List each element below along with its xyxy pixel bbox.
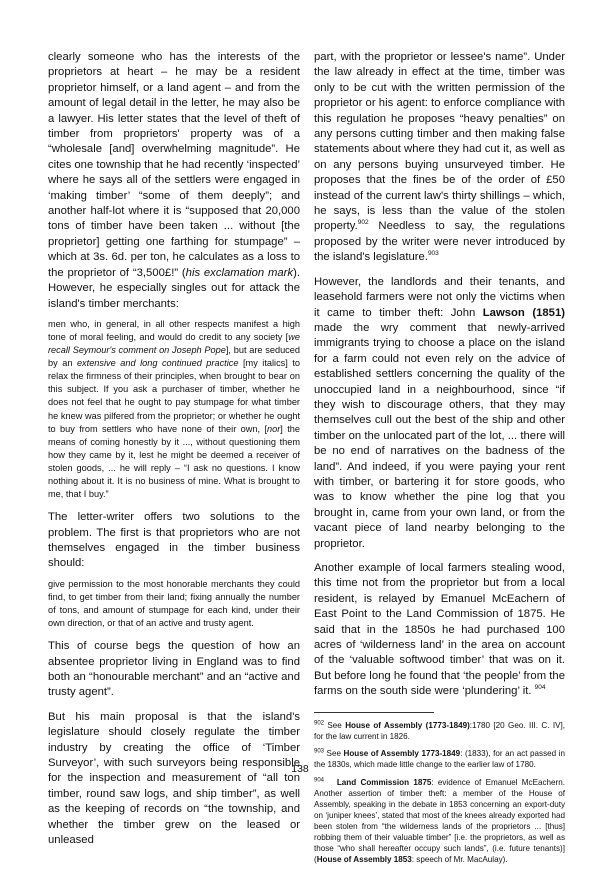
paragraph: part, with the proprietor or lessee's name”. Under the law already in effect at the time, timber was only to be cut with the written permission of the proprietor or his agent: to enforce compliance with this regulation he proposes “heavy penalties” on any persons cutting timber and then making false statements about where they had cut it, as well as on any persons buying unsurveyed timber. He proposes that the fines be of the order of £50 instead of the current law's thirty shillings – which, he says, is less than the value of the stolen property.$^{902}$ Needless to say, the regulations proposed by the writer were never introduced by the island's legislature.$^{903}$ xyxy=(314,51,565,264)
paragraph: However, the landlords and their tenants, and leasehold farmers were not only the victims when it came to timber theft: John Lawson (1851) made the wry comment that newly-arrived immigrants trying to choose a place on the island for a farm could not even rely on the advice of established settlers concerning the quality of the unoccupied land in a neighbourhood, since “if they wish to discourage others, that they may themselves cull out the best of the ship and other timber on the unlocated part of the lot, ... there will be no end of narratives on the badness of the land”. And indeed, if you were paying your rent with timber, or bartering it for store goods, who was to know whether the pine log that you brought in, came from your own land, or from the vacant piece of land nearby belonging to the proprietor. xyxy=(314,275,566,550)
footnote-ref: 904 xyxy=(534,684,546,692)
page-number: 138 xyxy=(291,763,309,775)
paragraph: The letter-writer offers two solutions to the problem. The first is that proprietors who are not themselves engaged in the timber business should: xyxy=(48,511,300,570)
paragraph: clearly someone who has the interests of the proprietors at heart – he may be a resident proprietor himself, or a land agent – and from the amount of legal detail in the letter, he may also be a lawyer. His letter states that the level of theft of timber from proprietors' property was of a “wholesale [and] overwhelming magnitude”. He cites one township that he had recently ‘inspected’ where he says all of the settlers were engaged in ‘making timber’ “some of them deeply”; and another half-lot where it is “supposed that 20,000 tons of timber have been taken ... without [the proprietor] getting one farthing for stumpage” – which at 3s. 6d. per ton, he calculates as a loss to the proprietor of “3,500£!” (his exclamation mark). However, he especially singles out for attack the island's timber merchants: xyxy=(48,51,300,310)
paragraph: But his main proposal is that the island's legislature should closely regulate the timber industry by creating the office of ‘Timber Surveyor’, with such surveyors being responsible for the inspection and measurement of “all ton timber, round saw logs, and ship timber”, as well as the keeping of records on “the township, and whether the timber grew on the leased or unleased xyxy=(48,710,300,847)
footnote-divider xyxy=(314,712,434,713)
footnote: $^{904}$ Land Commission 1875: evidence of Emanuel McEachern. Another assertion of timber theft: a member of the House of Assembly, speaking in the debate in 1853 concerning an export-duty on ‘juniper knees’, stated that most of the knees already exported had been stolen from “the wilderness lands of the proprietors ... [thus] robbing them of their valuable timber” [i.e. the proprietors, as well as those “who shall hereafter occupy such lands”, (i.e. future tenants)] (House of Assembly 1853: speech of Mr. MacAulay). xyxy=(314,777,565,864)
footnote: $^{903}$ See House of Assembly 1773-1849: (1833), for an act passed in the 1830s, which made little change to the earlier law of 1780. xyxy=(314,748,565,770)
paragraph: Another example of local farmers stealing wood, this time not from the proprietor but from a local resident, is relayed by Emanuel McEachern of East Point to the Land Commission of 1875. He said that in the 1850s he had purchased 100 acres of ‘wilderness land’ in the area on account of the ‘valuable softwood timber’ that was on it. But before long he found that ‘the people’ from the farms on the south side were ‘plundering’ it. $^{904}$ xyxy=(314,562,565,698)
footnote-ref: 902 xyxy=(357,219,369,227)
footnote-ref: 903 xyxy=(427,250,439,258)
left-column xyxy=(48,50,300,849)
block-quote: give permission to the most honorable merchants they could find, to get timber from their land; fixing annually the number of tons, and amount of stumpage for each kind, under their own direction, or that of an active and trusty agent. xyxy=(48,578,300,629)
footnote: $^{902}$ See House of Assembly (1773-1849):1780 [20 Geo. III. C. IV], for the law current in 1826. xyxy=(314,719,565,741)
right-column xyxy=(314,50,565,873)
paragraph: This of course begs the question of how an absentee proprietor living in England was to find both an “honourable merchant” and an “active and trusty agent”. xyxy=(48,640,300,699)
block-quote: men who, in general, in all other respects manifest a high tone of moral feeling, and would do credit to any society [we recall Seymour's comment on Joseph Pope], but are seduced by an extensive and long continued practice [my italics] to relax the firmness of their principles, when brought to bear on this subject. If you ask a purchaser of timber, whether he does not feel that he ought to pay stumpage for what timber he knew was pilfered from the proprietor; or whether he ought to buy from settlers who have none of their own, [nor] the means of coming honestly by it ..., without questioning them how they came by it, lest he might be deemed a receiver of stolen goods, ... he will reply – “I ask no questions. I know nothing about it. It is no business of mine. What is brought to me, that I buy.” xyxy=(48,318,300,500)
